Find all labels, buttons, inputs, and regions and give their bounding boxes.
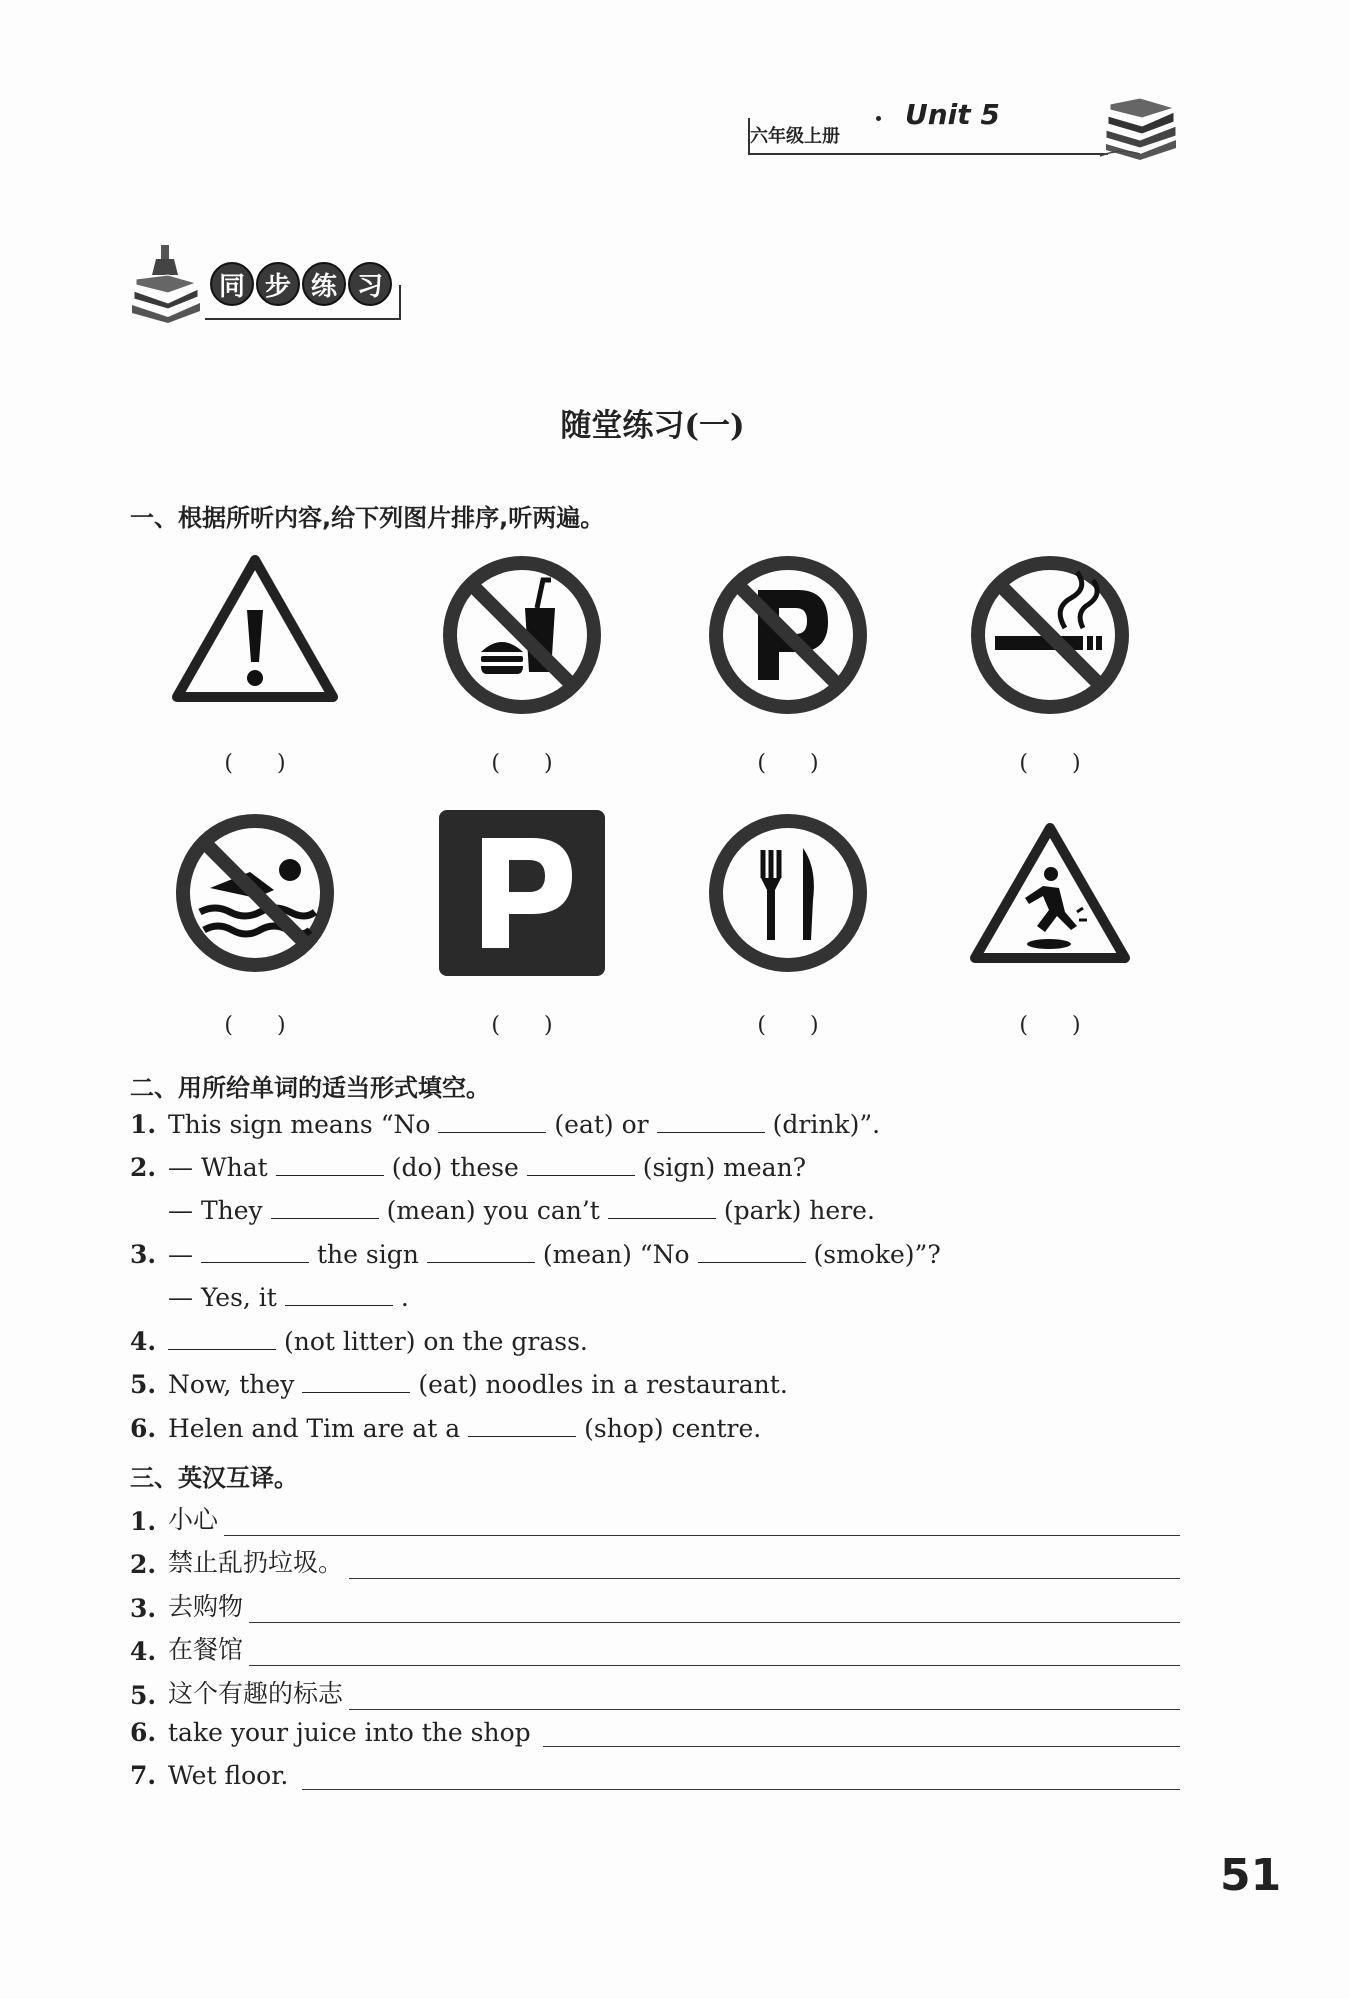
section3-heading: 三、英汉互译。 bbox=[130, 1464, 298, 1492]
badge-char: 步 bbox=[256, 262, 300, 306]
answer-blank[interactable] bbox=[276, 1174, 384, 1176]
answer-paren[interactable]: ( ) bbox=[224, 1013, 286, 1038]
question-6: 6. Helen and Tim are at a (shop) centre. bbox=[130, 1414, 762, 1443]
no-parking-icon bbox=[703, 550, 873, 720]
parking-icon bbox=[437, 808, 607, 978]
translation-item: 1. 小心 bbox=[130, 1500, 1180, 1536]
translation-item: 4. 在餐馆 bbox=[130, 1630, 1180, 1666]
answer-paren[interactable]: ( ) bbox=[224, 751, 286, 776]
no-swimming-icon bbox=[170, 808, 340, 978]
question-5: 5. Now, they (eat) noodles in a restaurant. bbox=[130, 1370, 788, 1399]
answer-line[interactable] bbox=[249, 1664, 1180, 1666]
answer-paren[interactable]: ( ) bbox=[491, 751, 553, 776]
question-2a: 2. — What (do) these (sign) mean? bbox=[130, 1153, 807, 1182]
answer-blank[interactable] bbox=[271, 1217, 379, 1219]
question-3b: — Yes, it . bbox=[168, 1283, 409, 1312]
badge-char: 习 bbox=[348, 262, 392, 306]
answer-paren[interactable]: ( ) bbox=[1019, 751, 1081, 776]
restaurant-icon bbox=[703, 808, 873, 978]
answer-line[interactable] bbox=[249, 1621, 1180, 1623]
answer-blank[interactable] bbox=[527, 1174, 635, 1176]
section2-heading: 二、用所给单词的适当形式填空。 bbox=[130, 1074, 490, 1102]
unit-label: Unit 5 bbox=[905, 98, 1000, 131]
badge-bracket bbox=[399, 285, 401, 320]
caution-triangle-icon bbox=[170, 550, 340, 720]
question-3a: 3. — the sign (mean) “No (smoke)”? bbox=[130, 1240, 941, 1269]
no-eating-drinking-icon bbox=[437, 550, 607, 720]
header-rule bbox=[748, 153, 1108, 155]
translation-item: 5. 这个有趣的标志 bbox=[130, 1674, 1180, 1710]
translation-item: 2. 禁止乱扔垃圾。 bbox=[130, 1543, 1180, 1579]
books-lamp-icon bbox=[128, 245, 208, 325]
grade-label: 六年级上册 bbox=[750, 126, 840, 147]
answer-line[interactable] bbox=[224, 1534, 1180, 1536]
answer-paren[interactable]: ( ) bbox=[1019, 1013, 1081, 1038]
answer-paren[interactable]: ( ) bbox=[757, 751, 819, 776]
books-icon bbox=[1100, 94, 1180, 160]
answer-line[interactable] bbox=[543, 1745, 1180, 1747]
translation-item: 7. Wet floor. bbox=[130, 1761, 1180, 1790]
section1-heading: 一、根据所听内容,给下列图片排序,听两遍。 bbox=[130, 504, 605, 532]
question-1: 1. This sign means “No (eat) or (drink)”. bbox=[130, 1110, 881, 1139]
answer-blank[interactable] bbox=[468, 1435, 576, 1437]
question-4: 4. (not litter) on the grass. bbox=[130, 1327, 588, 1356]
answer-blank[interactable] bbox=[168, 1348, 276, 1350]
question-2b: — They (mean) you can’t (park) here. bbox=[168, 1196, 875, 1225]
answer-blank[interactable] bbox=[201, 1261, 309, 1263]
answer-line[interactable] bbox=[349, 1708, 1180, 1710]
answer-line[interactable] bbox=[302, 1788, 1180, 1790]
answer-blank[interactable] bbox=[302, 1391, 410, 1393]
header-dot bbox=[876, 116, 881, 121]
answer-blank[interactable] bbox=[698, 1261, 806, 1263]
answer-line[interactable] bbox=[349, 1577, 1180, 1579]
answer-paren[interactable]: ( ) bbox=[757, 1013, 819, 1038]
badge-char: 练 bbox=[302, 262, 346, 306]
no-smoking-icon bbox=[965, 550, 1135, 720]
page-title: 随堂练习(一) bbox=[560, 408, 745, 444]
answer-blank[interactable] bbox=[427, 1261, 535, 1263]
wet-floor-icon bbox=[965, 808, 1135, 978]
answer-blank[interactable] bbox=[657, 1131, 765, 1133]
answer-paren[interactable]: ( ) bbox=[491, 1013, 553, 1038]
answer-blank[interactable] bbox=[608, 1217, 716, 1219]
translation-item: 3. 去购物 bbox=[130, 1587, 1180, 1623]
page-number: 51 bbox=[1220, 1850, 1282, 1901]
translation-item: 6. take your juice into the shop bbox=[130, 1718, 1180, 1747]
badge-rule bbox=[205, 318, 401, 320]
badge-char: 同 bbox=[210, 262, 254, 306]
answer-blank[interactable] bbox=[285, 1304, 393, 1306]
section-badge bbox=[210, 262, 392, 306]
answer-blank[interactable] bbox=[438, 1131, 546, 1133]
